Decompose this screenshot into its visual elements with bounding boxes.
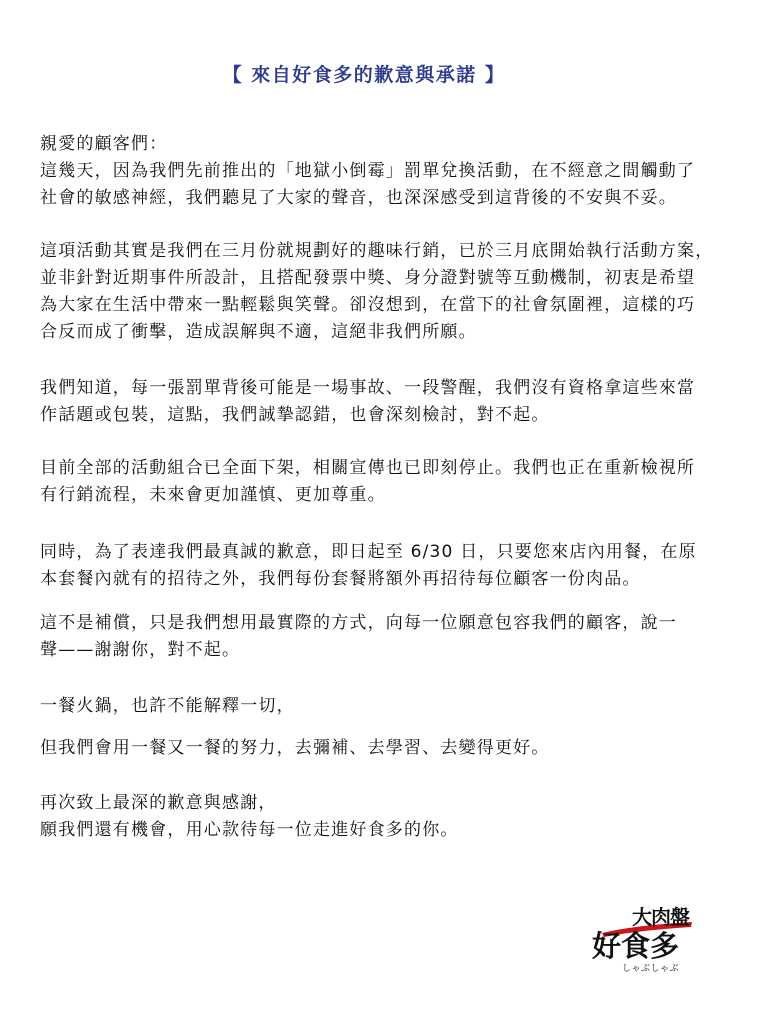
letter-line: 再次致上最深的歉意與感謝， [40, 793, 277, 813]
letter-line: 並非針對近期事件所設計，且搭配發票中獎、身分證對號等互動機制，初衷是希望 [40, 268, 696, 288]
page-title: 【 來自好食多的歉意與承諾 】 [222, 64, 506, 86]
paragraph-apology [40, 375, 695, 429]
paragraph-hotpot [40, 693, 295, 720]
letter-line: 但我們會用一餐又一餐的努力，去彌補、去學習、去變得更好。 [40, 738, 550, 758]
paragraph-effort [40, 735, 550, 762]
greeting: 親愛的顧客們： [40, 134, 168, 154]
letter-line: 這幾天，因為我們先前推出的「地獄小倒霉」罰單兌換活動，在不經意之間觸動了 [40, 161, 696, 181]
paragraph-removal [40, 455, 695, 509]
letter-line: 這項活動其實是我們在三月份就規劃好的趣味行銷，已於三月底開始執行活動方案， [40, 241, 714, 261]
letter-line: 同時，為了表達我們最真誠的歉意，即日起至 6/30 日，只要您來店內用餐，在原 [40, 542, 697, 562]
letter-line: 合反而成了衝擊，造成誤解與不適，這絕非我們所願。 [40, 322, 477, 342]
letter-line: 目前全部的活動組合已全面下架，相關宣傳也已即刻停止。我們也正在重新檢視所 [40, 458, 696, 478]
letter-line: 有行銷流程，未來會更加謹慎、更加尊重。 [40, 485, 386, 505]
letter-line: 社會的敏感神經，我們聽見了大家的聲音，也深深感受到這背後的不安與不妥。 [40, 188, 677, 208]
letter-line: 為大家在生活中帶來一點輕鬆與笑聲。卻沒想到，在當下的社會氛圍裡，這樣的巧 [40, 295, 696, 315]
paragraph-campaign-explanation [40, 238, 713, 346]
letter-line: 願我們還有機會，用心款待每一位走進好食多的你。 [40, 820, 459, 840]
letter-line: 這不是補償，只是我們想用最實際的方式，向每一位願意包容我們的顧客，說一 [40, 613, 677, 633]
brand-logo [588, 900, 708, 980]
paragraph-opening [40, 131, 695, 212]
logo-sub-text: しゃぶしゃぶ [622, 964, 680, 974]
letter-line: 一餐火鍋，也許不能解釋一切， [40, 696, 295, 716]
paragraph-offer [40, 539, 697, 593]
letter-line: 我們知道，每一張罰單背後可能是一場事故、一段警醒，我們沒有資格拿這些來當 [40, 378, 696, 398]
logo-top-text: 大肉盤 [632, 905, 689, 929]
paragraph-closing [40, 790, 459, 844]
letter-line: 作話題或包裝，這點，我們誠摯認錯，也會深刻檢討，對不起。 [40, 405, 550, 425]
logo-main-text: 好食多 [592, 929, 680, 963]
letter-line: 聲——謝謝你，對不起。 [40, 640, 241, 660]
letter-line: 本套餐內就有的招待之外，我們每份套餐將額外再招待每位顧客一份肉品。 [40, 569, 641, 589]
paragraph-thanks [40, 610, 677, 664]
